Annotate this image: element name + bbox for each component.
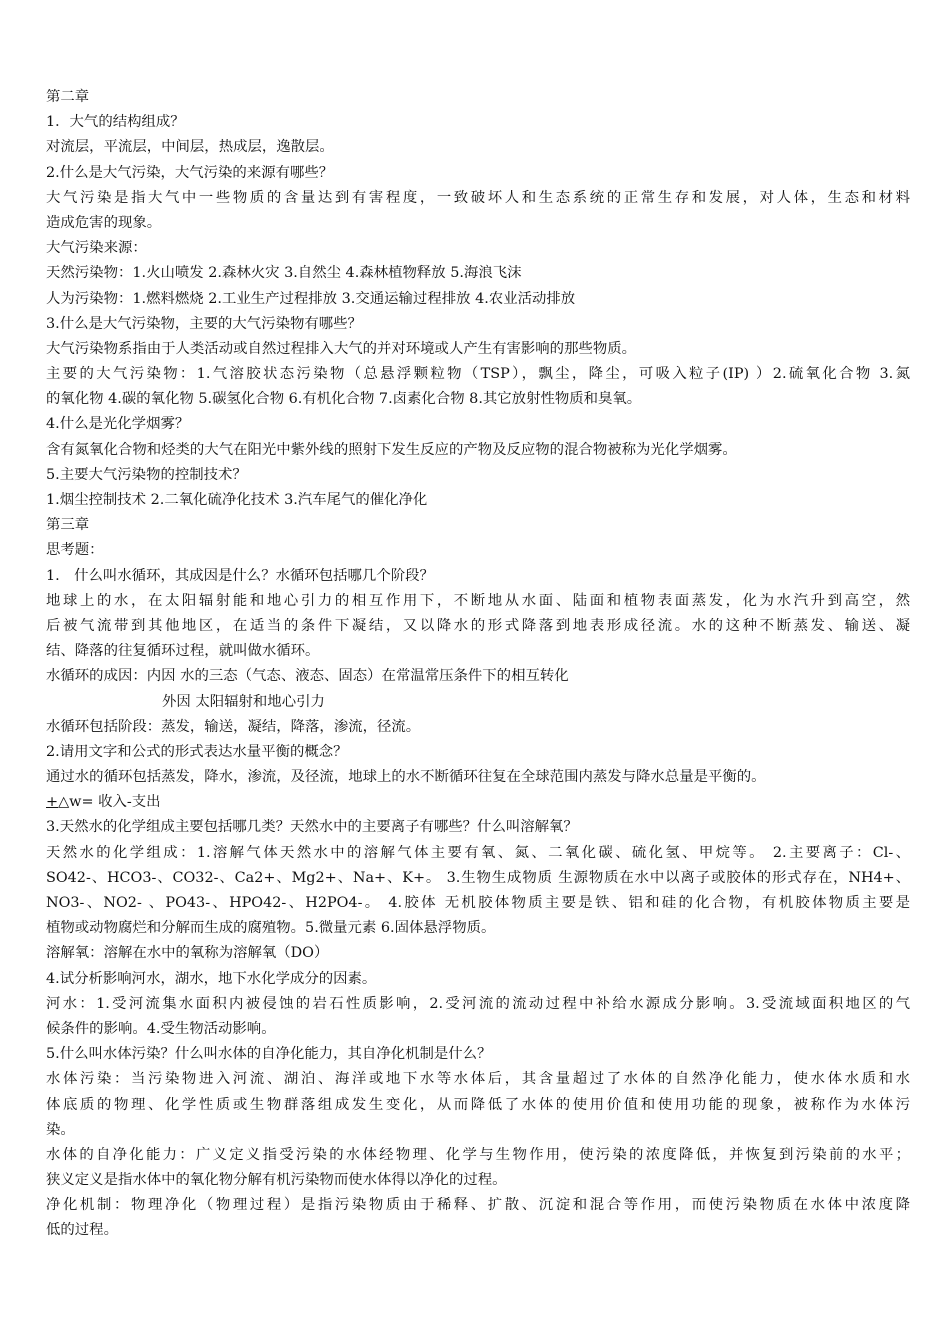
text-line	[46, 135, 910, 160]
text-line	[46, 815, 910, 840]
text-line	[46, 891, 910, 916]
line-text: SO42-、HCO3-、CO32-、Ca2+、Mg2+、Na+、K+。 3.生物生成物质 生源物质在水中以离子或胶体的形式存在，NH4+、	[46, 869, 910, 886]
text-line	[46, 664, 910, 689]
line-text: 3.什么是大气污染物，主要的大气污染物有哪些？	[46, 315, 362, 332]
line-text: 水循环包括阶段：蒸发，输送，凝结，降落，渗流，径流。	[46, 718, 421, 735]
line-text: 含有氮氧化合物和烃类的大气在阳光中紫外线的照射下发生反应的产物及反应物的混合物被称为光化学烟雾。	[46, 441, 737, 458]
line-text: 主要的大气污染物：1.气溶胶状态污染物（总悬浮颗粒物（TSP），飘尘，降尘，可吸入粒子(IP) ）2.硫氧化合物 3.氮	[46, 366, 910, 383]
line-text: 水体的自净化能力：广义定义指受污染的水体经物理、化学与生物作用，使污染的浓度降低，并恢复到污染前的水平；	[46, 1146, 910, 1163]
text-line	[46, 614, 910, 639]
line-text: 人为污染物：1.燃料燃烧 2.工业生产过程排放 3.交通运输过程排放 4.农业活动排放	[46, 290, 576, 307]
line-text: 河水：1.受河流集水面积内被侵蚀的岩石性质影响，2.受河流的流动过程中补给水源成分影响。3.受流域面积地区的气	[46, 995, 910, 1012]
text-line	[46, 186, 910, 211]
text-line	[46, 765, 910, 790]
line-text: 4.试分析影响河水，湖水，地下水化学成分的因素。	[46, 970, 377, 987]
line-text: 4.什么是光化学烟雾？	[46, 416, 190, 433]
line-text: 2.什么是大气污染，大气污染的来源有哪些？	[46, 164, 334, 181]
line-text: 水体污染：当污染物进入河流、湖泊、海洋或地下水等水体后，其含量超过了水体的自然净化能力，使水体水质和水	[46, 1071, 910, 1088]
document-page	[46, 85, 910, 1244]
line-text: △w= 收入-支出	[58, 794, 161, 811]
line-text: 通过水的循环包括蒸发，降水，渗流，及径流，地球上的水不断循环往复在全球范围内蒸发与降水总量是平衡的。	[46, 769, 766, 786]
line-text: 候条件的影响。4.受生物活动影响。	[46, 1020, 276, 1037]
line-text: 体底质的物理、化学性质或生物群落组成发生变化，从而降低了水体的使用价值和使用功能的现象，被称作为水体污	[46, 1096, 910, 1113]
text-line	[46, 1067, 910, 1092]
text-line	[46, 715, 910, 740]
text-line	[46, 589, 910, 614]
text-line	[46, 110, 910, 135]
line-text: 低的过程。	[46, 1222, 118, 1239]
line-text: 大气污染是指大气中一些物质的含量达到有害程度，一致破坏人和生态系统的正常生存和发展，对人体，生态和材料	[46, 189, 910, 206]
text-line	[46, 639, 910, 664]
text-line	[46, 1168, 910, 1193]
text-line	[46, 866, 910, 891]
line-text: 水循环的成因：内因 水的三态（气态、液态、固态）在常温常压条件下的相互转化	[46, 668, 569, 685]
line-text: 2.请用文字和公式的形式表达水量平衡的概念？	[46, 743, 348, 760]
text-line	[46, 161, 910, 186]
text-line	[46, 564, 910, 589]
text-line	[46, 513, 910, 538]
text-line	[46, 967, 910, 992]
text-line	[46, 362, 910, 387]
text-line	[46, 463, 910, 488]
text-line	[46, 412, 910, 437]
line-text: 后被气流带到其他地区，在适当的条件下凝结，又以降水的形式降落到地表形成径流。水的这种不断蒸发、输送、凝	[46, 617, 910, 634]
text-line	[46, 538, 910, 563]
line-text: 染。	[46, 1121, 75, 1138]
text-line	[46, 916, 910, 941]
text-line	[46, 790, 910, 815]
line-text: 对流层，平流层，中间层，热成层，逸散层。	[46, 139, 334, 156]
line-text: 5.主要大气污染物的控制技术？	[46, 466, 247, 483]
line-text: 第三章	[46, 517, 90, 534]
text-line	[46, 1017, 910, 1042]
line-text: 思考题：	[46, 542, 104, 559]
text-line	[46, 236, 910, 261]
line-text: 大气污染来源：	[46, 240, 147, 257]
text-line	[46, 488, 910, 513]
line-text: 天然水的化学组成：1.溶解气体天然水中的溶解气体主要有氧、氮、二氧化碳、硫化氢、甲烷等。 2.主要离子：Cl-、	[46, 844, 910, 861]
text-line	[46, 1042, 910, 1067]
line-text: 5.什么叫水体污染？什么叫水体的自净化能力，其自净化机制是什么？	[46, 1046, 492, 1063]
text-line	[46, 1193, 910, 1218]
text-line	[46, 337, 910, 362]
line-text: 外因 太阳辐射和地心引力	[162, 693, 325, 710]
plus-minus-symbol: +	[46, 794, 59, 811]
text-line	[46, 740, 910, 765]
line-text: 第二章	[46, 89, 90, 105]
line-text: 溶解氧：溶解在水中的氧称为溶解氧（DO）	[46, 945, 329, 962]
text-line	[46, 992, 910, 1017]
text-line	[46, 287, 910, 312]
line-text: 大气污染物系指由于人类活动或自然过程排入大气的并对环境或人产生有害影响的那些物质。	[46, 340, 637, 357]
line-text: 1. 什么叫水循环，其成因是什么？水循环包括哪几个阶段？	[46, 567, 434, 584]
text-line	[46, 690, 910, 715]
line-text: 天然污染物：1.火山喷发 2.森林火灾 3.自然尘 4.森林植物释放 5.海浪飞沫	[46, 265, 522, 282]
line-text: 狭义定义是指水体中的氧化物分解有机污染物而使水体得以净化的过程。	[46, 1172, 507, 1189]
line-text: 净化机制：物理净化（物理过程）是指污染物质由于稀释、扩散、沉淀和混合等作用，而使污染物质在水体中浓度降	[46, 1197, 910, 1214]
line-text: 植物或动物腐烂和分解而生成的腐殖物。5.微量元素 6.固体悬浮物质。	[46, 920, 496, 937]
line-text: 的氧化物 4.碳的氧化物 5.碳氢化合物 6.有机化合物 7.卤素化合物 8.其它放射性物质和臭氧。	[46, 391, 642, 408]
line-text: 1．大气的结构组成？	[46, 114, 185, 131]
text-line	[46, 85, 910, 110]
text-line	[46, 438, 910, 463]
text-line	[46, 261, 910, 286]
line-text: 结、降落的往复循环过程，就叫做水循环。	[46, 643, 320, 660]
line-text: NO3-、NO2- 、PO43-、HPO42-、H2PO4-。 4.胶体 无机胶体物质主要是铁、铝和硅的化合物，有机胶体物质主要是	[46, 895, 910, 911]
text-line	[46, 1118, 910, 1143]
text-line	[46, 1143, 910, 1168]
line-text: 造成危害的现象。	[46, 214, 162, 231]
text-line	[46, 941, 910, 966]
text-line	[46, 211, 910, 236]
text-line	[46, 841, 910, 866]
text-line	[46, 1093, 910, 1118]
line-text: 3.天然水的化学组成主要包括哪几类？天然水中的主要离子有哪些？什么叫溶解氧？	[46, 819, 578, 836]
line-text: 地球上的水，在太阳辐射能和地心引力的相互作用下，不断地从水面、陆面和植物表面蒸发，化为水汽升到高空，然	[46, 592, 910, 609]
text-line	[46, 312, 910, 337]
text-line	[46, 387, 910, 412]
line-text: 1.烟尘控制技术 2.二氧化硫净化技术 3.汽车尾气的催化净化	[46, 492, 428, 508]
text-line	[46, 1218, 910, 1243]
